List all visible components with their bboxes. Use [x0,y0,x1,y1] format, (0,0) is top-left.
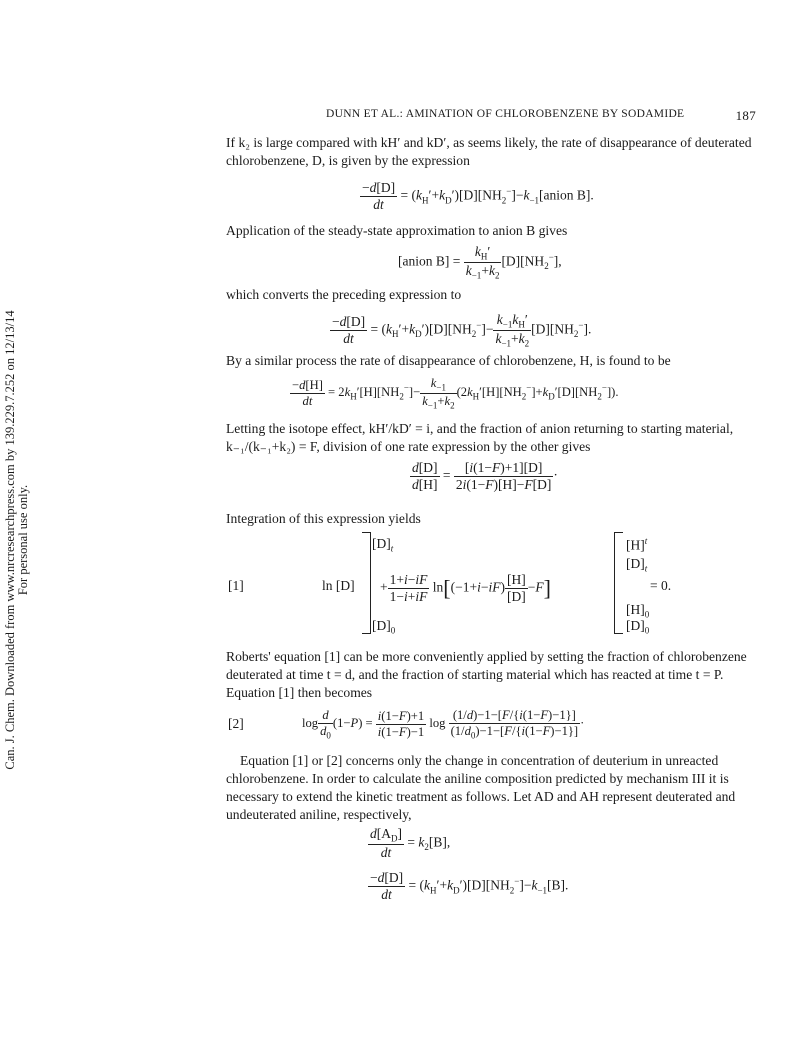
paragraph-6: Integration of this expression yields [226,511,421,526]
running-title: DUNN ET AL.: AMINATION OF CHLOROBENZENE BY SODAMIDE [326,108,685,120]
equation-label-2: [2] [228,716,244,731]
equation-rate-AD: $\frac{d[A_D]}{dt}$ = $k_2[B]$, [370,826,451,860]
paragraph-1: If k₂ is large compared with kH′ and kD′, as seems likely, the rate of disappearance of deuterated chlorobenzene, D, is given by the expression [226,135,752,168]
watermark-line-1: Can. J. Chem. Downloaded from www.nrcresearchpress.com by 139.229.7.252 on 12/13/14 [3,310,17,770]
equation-rate-H: $\frac{-d[H]}{dt}$ = $2k_H'[H][NH_2^-]-$ $\frac{k_{-1}}{k_{-1}+k_2}$ $(2k_H'[H][NH_2^-]+k_D'[D][NH_2^-])$. [292,376,619,411]
paragraph-7: Roberts' equation [1] can be more conveniently applied by setting the fraction of chlorobenzene deuterated at time t = d, and the fraction of starting material which has reacted at time t = P. Equation [1] then becomes [226,649,747,700]
equation-ratio: $\frac{d[D]}{d[H]}$ = $\frac{[i(1-F)+1][D]}{2i(1-F)[H]-F[D]}$ · [412,460,558,492]
paragraph-4: By a similar process the rate of disappearance of chlorobenzene, H, is found to be [226,353,671,368]
download-watermark [4,240,28,840]
equation-2: log $\frac{d}{d_0}$ (1−P) = $\frac{i(1-F)+1}{i(1-F)-1}$ log $\frac{(1/d)-1-[F/\{i(1-F)-1\}]}{(1/d_0)-1-[F/\{i(1-F)-1\}]}$ · [302,708,585,741]
equation-anion-B: [anion B] = $\frac{k_H'}{k_{-1}+k_2}$ $[D][NH_2^-]$, [398,244,562,281]
paragraph-3: which converts the preceding expression to [226,287,462,302]
equation-rate-D-substituted: $\frac{-d[D]}{dt}$ = $(k_H'+k_D')[D][NH_2^-]-$ $\frac{k_{-1}k_H'}{k_{-1}+k_2}$ $[D][NH_2^-]$. [332,312,592,349]
equation-rate-D: $\frac{-d[D]}{dt}$ = $(k_H'+k_D')[D][NH_2^-]-k_{-1}[anion$ B]. [362,180,594,212]
page-number: 187 [735,108,756,123]
paragraph-8: Equation [1] or [2] concerns only the change in concentration of deuterium in unreacted chlorobenzene. In order to calculate the aniline composition predicted by mechanism III it is necessary to extend the kinetic treatment as follows. Let AD and AH represent deuterated and undeuterated aniline, respectively, [226,753,736,822]
equation-rate-D-final: $\frac{-d[D]}{dt}$ = $(k_H'+k_D')[D][NH_2^-]-k_{-1}[B]$. [370,870,569,902]
paragraph-5: Letting the isotope effect, kH′/kD′ = i, and the fraction of anion returning to starting material, k₋₁/(k₋₁+k₂) = F, division of one rate expression by the other gives [226,421,734,454]
equation-label-1: [1] [228,578,244,593]
watermark-line-2: For personal use only. [16,484,30,596]
paragraph-2: Application of the steady-state approximation to anion B gives [226,223,568,238]
journal-page: DUNN ET AL.: AMINATION OF CHLOROBENZENE BY SODAMIDE 187 Can. J. Chem. Downloaded from www.nrcresearchpress.com by 139.229.7.252 on 12/13/14 For personal use only. If k₂ is large compared with kH′ and kD′, as seems likely, the rate of disappearance of deuterated chlorobenzene, D, is given by the expression $\frac{-d[D]}{dt}$ = $(k_H'+k_D')[D][NH_2^-]-k_{-1}[anion$ B]. Application of the steady-state approximation to anion B gives [anion B] = $\frac{k_H'}{k_{-1}+k_2}$ $[D][NH_2^-]$, which converts the preceding expression to $\frac{-d[D]}{dt}$ = $(k_H'+k_D')[D][NH_2^-]-$ $\frac{k_{-1}k_H'}{k_{-1}+k_2}$ $[D][NH_2^-]$. By a similar process the rate of disappearance of chlorobenzene, H, is found to be $\frac{-d[H]}{dt}$ = $2k_H'[H][NH_2^-]-$ $\frac{k_{-1}}{k_{-1}+k_2}$ $(2k_H'[H][NH_2^-]+k_D'[D][NH_2^-])$. Letting the isotope effect, kH′/kD′ = i, and the fraction of anion returning to starting material, k₋₁/(k₋₁+k₂) = F, division of one rate expression by the other gives $\frac{d[D]}{d[H]}$ = $\frac{[i(1-F)+1][D]}{2i(1-F)[H]-F[D]}$ · Integration of this expression yields [1] ln [D] $[D]_t$ $[D]_0$ + $\frac{1+i-iF}{1-i+iF}$ ln[(−1+i−iF) $\frac{[H]}{[D]}$ −F] $[H]^t$ $[D]_t$ = 0. $[H]_0$ $[D]_0$ Roberts' equation [1] can be more conveniently applied by setting the fraction of chlorobenzene deuterated at time t = d, and the fraction of starting material which has reacted at time t = P. Equation [1] then becomes [2] log $\frac{d}{d_0}$ (1−P) = $\frac{i(1-F)+1}{i(1-F)-1}$ log $\frac{(1/d)-1-[F/\{i(1-F)-1\}]}{(1/d_0)-1-[F/\{i(1-F)-1\}]}$ · Equation [1] or [2] concerns only the change in concentration of deuterium in unreacted chlorobenzene. In order to calculate the aniline composition predicted by mechanism III it is necessary to extend the kinetic treatment as follows. Let AD and AH represent deuterated and undeuterated aniline, respectively, $\frac{d[A_D]}{dt}$ = $k_2[B]$, $\frac{-d[D]}{dt}$ = $(k_H'+k_D')[D][NH_2^-]-k_{-1}[B]$. [3,108,756,902]
